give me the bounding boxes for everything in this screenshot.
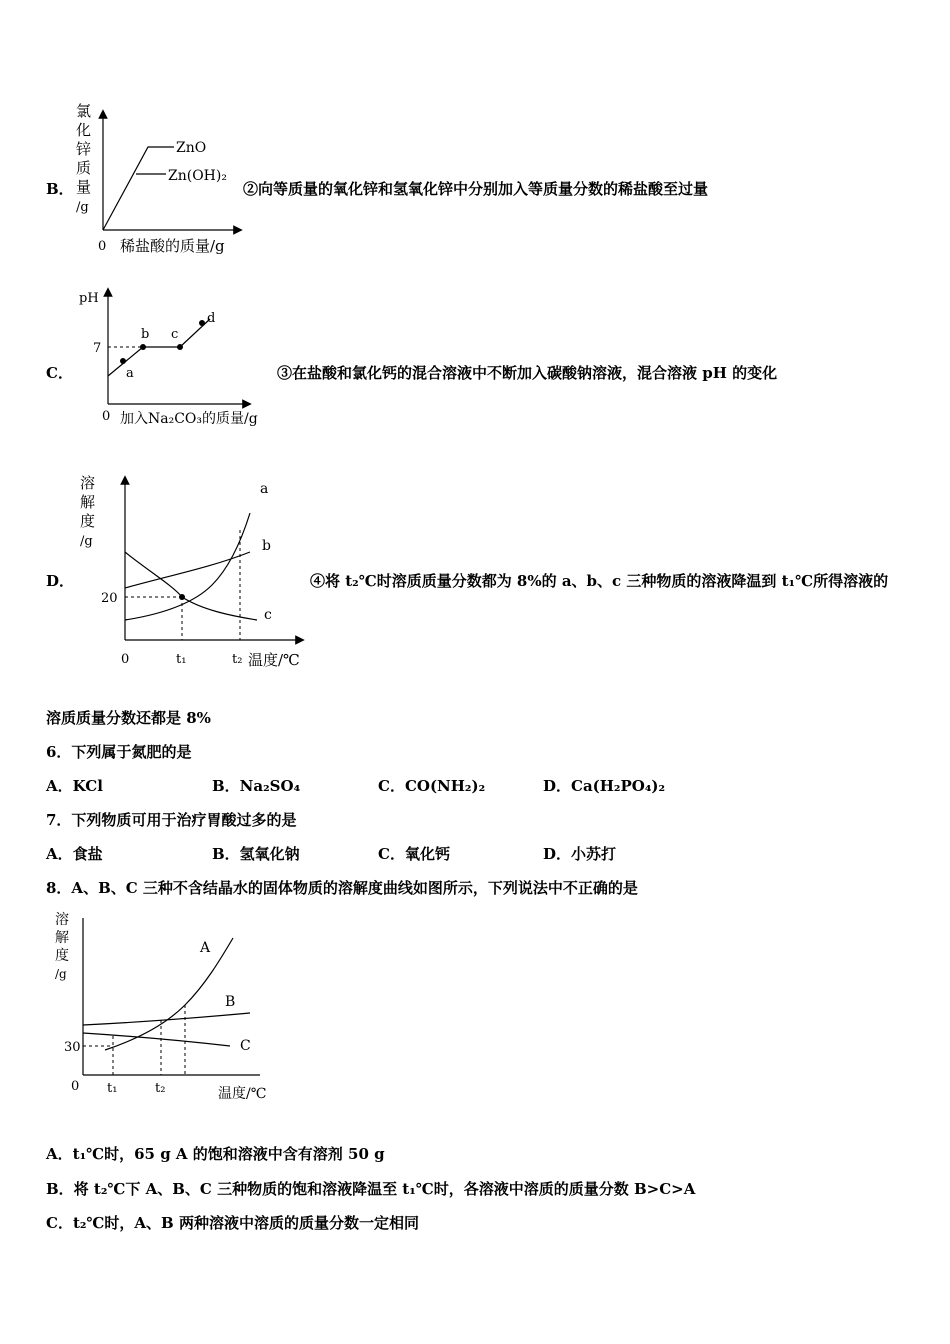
q6-option-b[interactable]: B．Na₂SO₄ xyxy=(212,777,301,795)
origin-label: 0 xyxy=(121,652,130,667)
curve-label-A: A xyxy=(200,940,211,956)
curve-C xyxy=(83,1033,230,1046)
curve-label-C: C xyxy=(240,1038,251,1054)
q7-option-a[interactable]: A．食盐 xyxy=(46,845,103,863)
ylabel-char: 度 xyxy=(80,512,96,530)
ylabel-char: 量 xyxy=(76,178,92,196)
x-tick-t2: t₂ xyxy=(232,652,243,667)
q7-stem: 7．下列物质可用于治疗胃酸过多的是 xyxy=(46,811,297,829)
q6-option-d[interactable]: D．Ca(H₂PO₄)₂ xyxy=(543,777,666,795)
y-axis-label: pH xyxy=(79,291,99,306)
q7-option-b[interactable]: B．氢氧化钠 xyxy=(212,845,300,863)
y-tick-30: 30 xyxy=(64,1040,81,1055)
curve-label-c: c xyxy=(264,607,272,623)
origin-label: 0 xyxy=(98,239,107,254)
x-axis-label: 温度/℃ xyxy=(248,651,300,669)
ylabel-char: 氯 xyxy=(76,102,92,120)
curve-B xyxy=(83,1013,250,1025)
q6-option-a[interactable]: A．KCl xyxy=(46,777,103,795)
series-label-zno: ZnO xyxy=(176,140,207,156)
curve-label-b: b xyxy=(262,538,271,554)
label-b: b xyxy=(141,327,150,342)
x-tick-t2: t₂ xyxy=(155,1081,166,1096)
option-d-letter: D． xyxy=(46,572,75,590)
point-a xyxy=(120,358,126,364)
ph-curve xyxy=(108,319,210,376)
chart-ph-change xyxy=(75,284,280,432)
x-tick-t1: t₁ xyxy=(107,1081,118,1096)
q8-stem: 8．A、B、C 三种不含结晶水的固体物质的溶解度曲线如图所示，下列说法中不正确的是 xyxy=(46,879,638,897)
option-d-description-continued: 溶质质量分数还都是 8% xyxy=(46,709,211,727)
option-b-letter: B． xyxy=(46,180,74,198)
origin-label: 0 xyxy=(102,409,111,424)
q6-stem: 6．下列属于氮肥的是 xyxy=(46,743,192,761)
point-d xyxy=(199,320,205,326)
label-d: d xyxy=(207,311,216,326)
y-tick-20: 20 xyxy=(101,591,118,606)
x-axis-label: 稀盐酸的质量/g xyxy=(120,237,225,255)
chart-zno-znoh2 xyxy=(70,100,245,260)
y-tick-7: 7 xyxy=(93,341,102,356)
curve-A xyxy=(105,938,236,1050)
ylabel-char: 解 xyxy=(55,930,69,946)
zno-line xyxy=(103,147,174,230)
option-c-description: ③在盐酸和氯化钙的混合溶液中不断加入碳酸钠溶液，混合溶液 pH 的变化 xyxy=(277,364,778,382)
origin-label: 0 xyxy=(71,1079,80,1094)
ylabel-char: 度 xyxy=(55,948,69,964)
point-b xyxy=(140,344,146,350)
ylabel-char: 溶 xyxy=(55,912,69,928)
option-b-description: ②向等质量的氧化锌和氢氧化锌中分别加入等质量分数的稀盐酸至过量 xyxy=(243,180,709,198)
ylabel-char: /g xyxy=(76,200,89,215)
q7-option-c[interactable]: C．氧化钙 xyxy=(378,845,450,863)
x-axis-label: 加入Na₂CO₃的质量/g xyxy=(120,411,258,427)
ylabel-char: 溶 xyxy=(80,474,96,492)
series-label-znoh2: Zn(OH)₂ xyxy=(168,168,227,184)
q7-option-d[interactable]: D．小苏打 xyxy=(543,845,617,863)
curve-c xyxy=(125,552,257,620)
option-d-description: ④将 t₂℃时溶质质量分数都为 8%的 a、b、c 三种物质的溶液降温到 t₁℃所得溶液的 xyxy=(310,572,889,590)
label-c: c xyxy=(171,327,179,342)
q8-option-a[interactable]: A．t₁℃时，65 g A 的饱和溶液中含有溶剂 50 g xyxy=(46,1145,385,1163)
q6-option-c[interactable]: C．CO(NH₂)₂ xyxy=(378,777,486,795)
chart-solubility-abc xyxy=(72,470,312,675)
ylabel-char: /g xyxy=(55,967,67,981)
label-a: a xyxy=(126,366,134,381)
chart-solubility-ABC xyxy=(45,910,275,1105)
curve-label-a: a xyxy=(260,481,269,497)
ylabel-char: 质 xyxy=(76,159,92,177)
q8-option-b[interactable]: B．将 t₂℃下 A、B、C 三种物质的饱和溶液降温至 t₁℃时，各溶液中溶质的质量分数 B>C>A xyxy=(46,1180,696,1198)
option-c-letter: C． xyxy=(46,364,73,382)
ylabel-char: 锌 xyxy=(76,140,92,158)
ylabel-char: 化 xyxy=(76,121,92,139)
x-axis-label: 温度/℃ xyxy=(218,1086,267,1102)
q8-option-c[interactable]: C．t₂℃时，A、B 两种溶液中溶质的质量分数一定相同 xyxy=(46,1214,419,1232)
ylabel-char: 解 xyxy=(80,493,96,511)
intersection-point xyxy=(179,594,185,600)
point-c xyxy=(177,344,183,350)
x-tick-t1: t₁ xyxy=(176,652,187,667)
ylabel-char: /g xyxy=(80,534,93,549)
curve-label-B: B xyxy=(225,994,236,1010)
